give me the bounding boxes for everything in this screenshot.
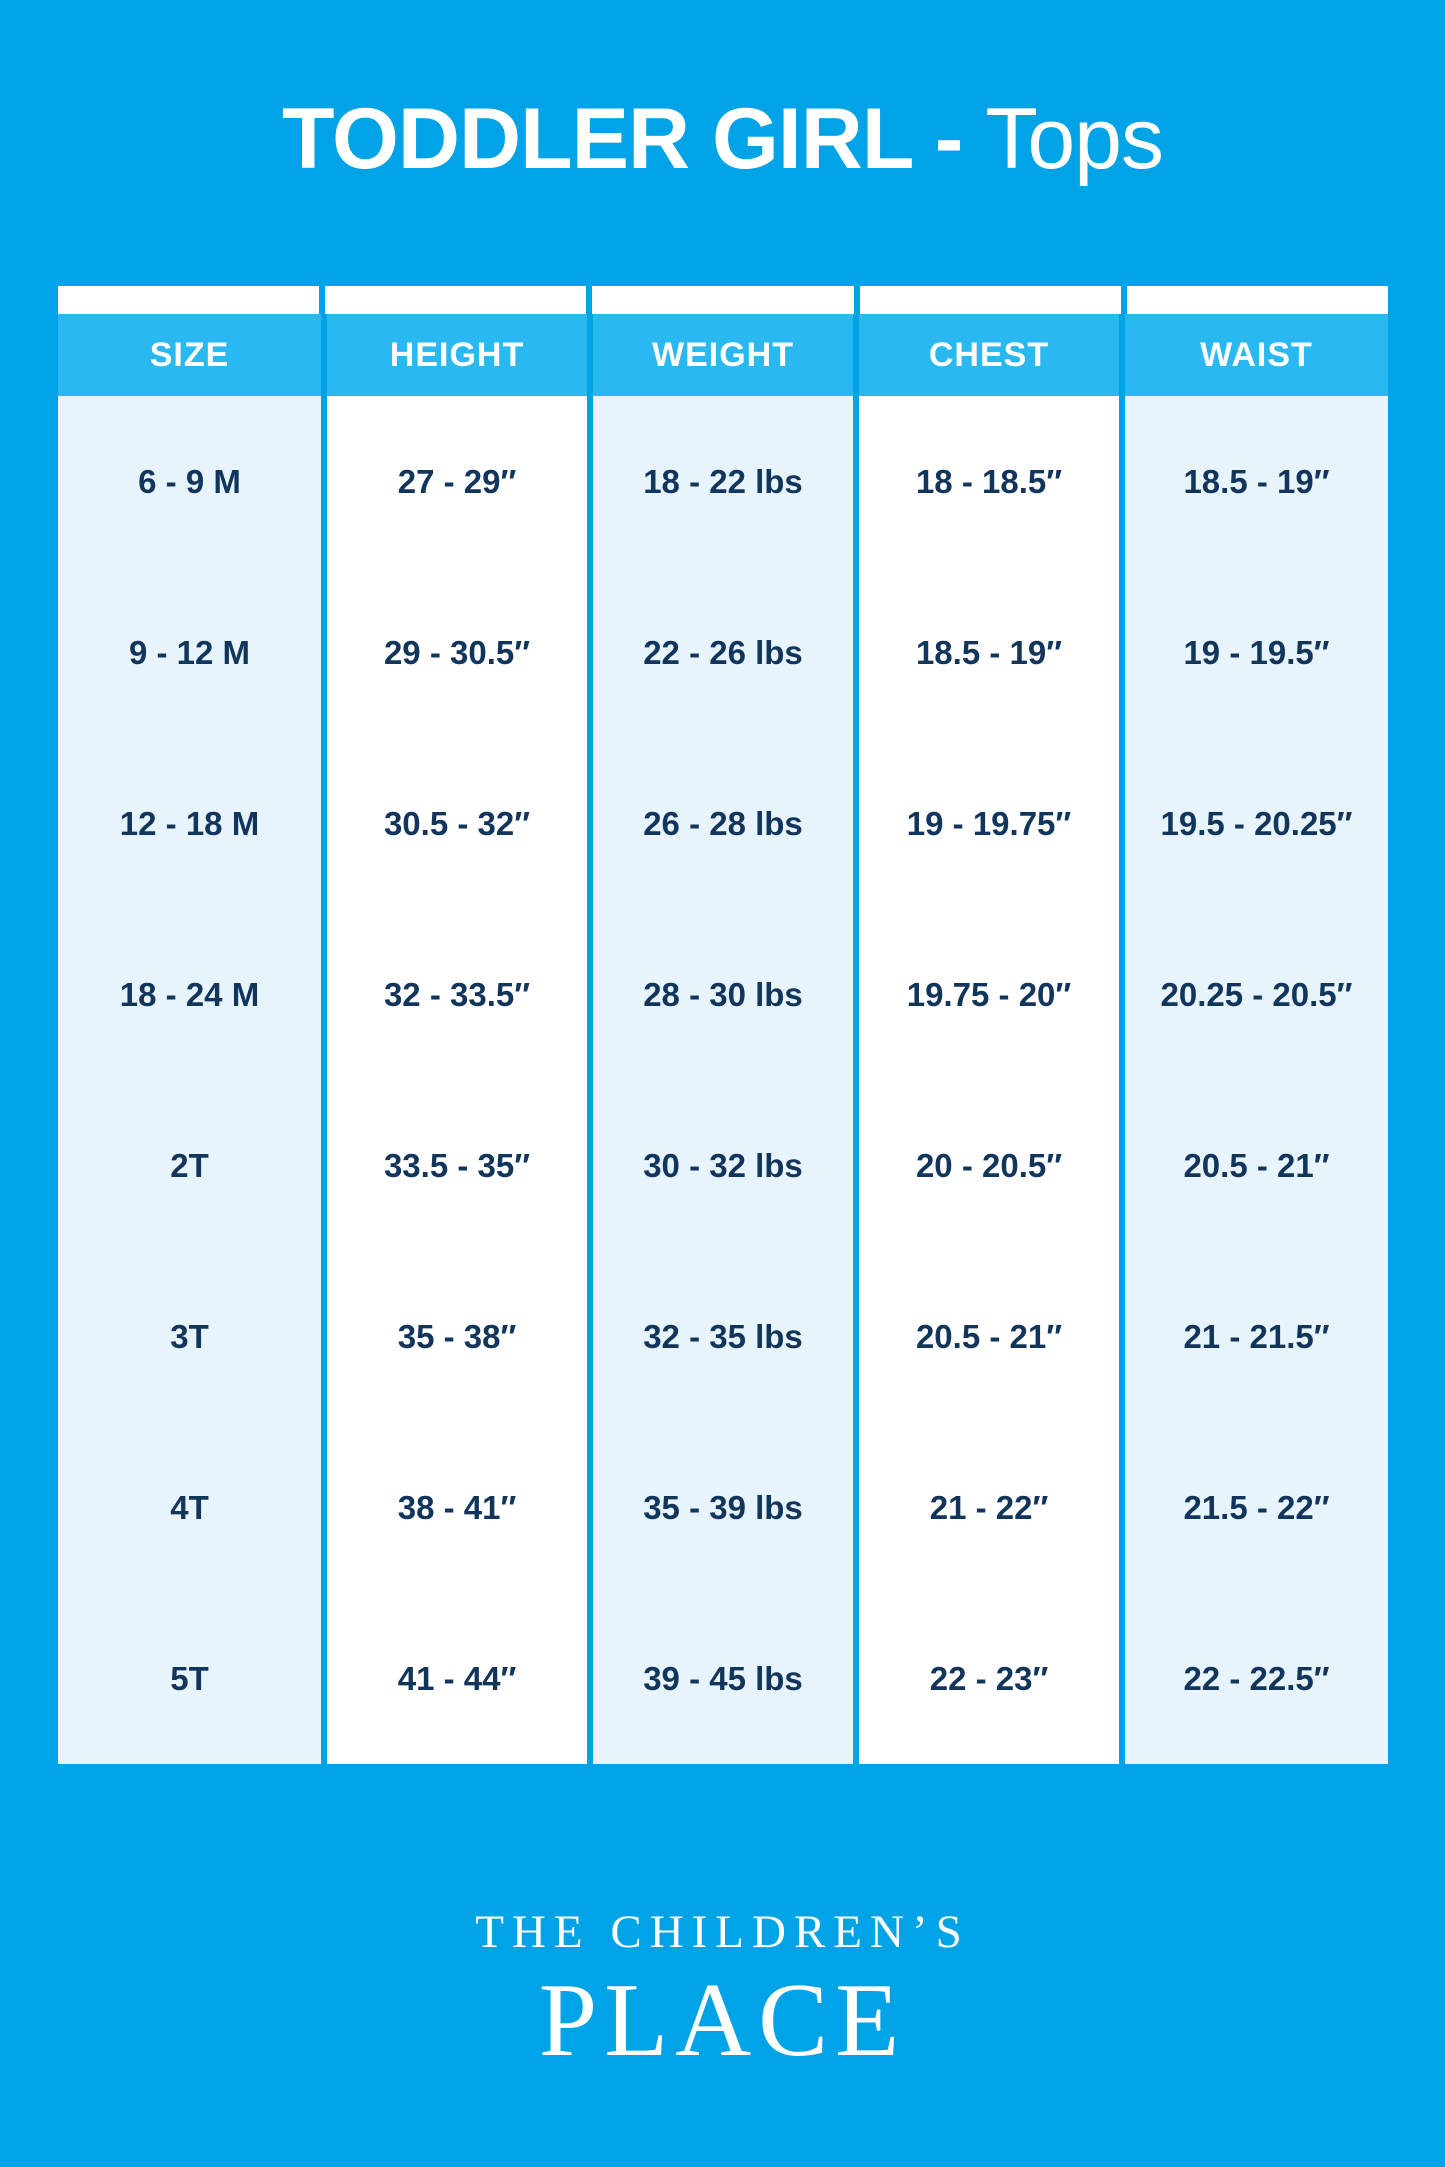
cell-weight: 30 - 32 lbs [590,1080,856,1251]
cell-chest: 20.5 - 21″ [856,1251,1122,1422]
cell-chest: 21 - 22″ [856,1422,1122,1593]
cell-height: 32 - 33.5″ [324,909,590,1080]
strip-segment [58,286,319,314]
size-table-container [58,286,1388,1764]
page-title [0,0,1445,187]
cell-height: 29 - 30.5″ [324,567,590,738]
cell-weight: 35 - 39 lbs [590,1422,856,1593]
cell-waist: 20.25 - 20.5″ [1122,909,1388,1080]
table-top-strip [58,286,1388,314]
page-title-separator: - [911,91,986,187]
cell-size: 5T [58,1593,324,1764]
table-row [58,1080,1388,1251]
strip-segment [860,286,1121,314]
cell-chest: 18.5 - 19″ [856,567,1122,738]
cell-size: 3T [58,1251,324,1422]
cell-waist: 22 - 22.5″ [1122,1593,1388,1764]
cell-size: 18 - 24 M [58,909,324,1080]
brand-logo-line2: PLACE [538,1960,907,2078]
cell-chest: 19.75 - 20″ [856,909,1122,1080]
cell-height: 30.5 - 32″ [324,738,590,909]
cell-height: 33.5 - 35″ [324,1080,590,1251]
cell-size: 4T [58,1422,324,1593]
column-header-chest: CHEST [856,314,1122,396]
cell-size: 12 - 18 M [58,738,324,909]
brand-logo [0,1905,1445,2078]
cell-chest: 22 - 23″ [856,1593,1122,1764]
cell-waist: 18.5 - 19″ [1122,396,1388,567]
cell-size: 6 - 9 M [58,396,324,567]
cell-waist: 20.5 - 21″ [1122,1080,1388,1251]
table-row [58,738,1388,909]
table-header-row [58,314,1388,396]
cell-chest: 18 - 18.5″ [856,396,1122,567]
column-header-weight: WEIGHT [590,314,856,396]
size-table [58,314,1388,1764]
cell-waist: 19 - 19.5″ [1122,567,1388,738]
column-header-waist: WAIST [1122,314,1388,396]
cell-height: 38 - 41″ [324,1422,590,1593]
cell-waist: 19.5 - 20.25″ [1122,738,1388,909]
strip-segment [325,286,586,314]
cell-size: 2T [58,1080,324,1251]
cell-weight: 22 - 26 lbs [590,567,856,738]
page-title-thin: Tops [985,91,1163,187]
cell-weight: 32 - 35 lbs [590,1251,856,1422]
table-row [58,1251,1388,1422]
brand-logo-line1: THE CHILDREN’S [475,1905,970,1958]
table-row [58,1593,1388,1764]
cell-waist: 21.5 - 22″ [1122,1422,1388,1593]
cell-weight: 18 - 22 lbs [590,396,856,567]
cell-size: 9 - 12 M [58,567,324,738]
cell-height: 35 - 38″ [324,1251,590,1422]
cell-waist: 21 - 21.5″ [1122,1251,1388,1422]
table-row [58,396,1388,567]
table-row [58,909,1388,1080]
cell-chest: 19 - 19.75″ [856,738,1122,909]
cell-chest: 20 - 20.5″ [856,1080,1122,1251]
cell-weight: 26 - 28 lbs [590,738,856,909]
page-title-bold: TODDLER GIRL [282,91,912,187]
table-row [58,567,1388,738]
strip-segment [1127,286,1388,314]
cell-height: 41 - 44″ [324,1593,590,1764]
strip-segment [592,286,853,314]
cell-weight: 28 - 30 lbs [590,909,856,1080]
column-header-height: HEIGHT [324,314,590,396]
table-row [58,1422,1388,1593]
column-header-size: SIZE [58,314,324,396]
cell-weight: 39 - 45 lbs [590,1593,856,1764]
cell-height: 27 - 29″ [324,396,590,567]
